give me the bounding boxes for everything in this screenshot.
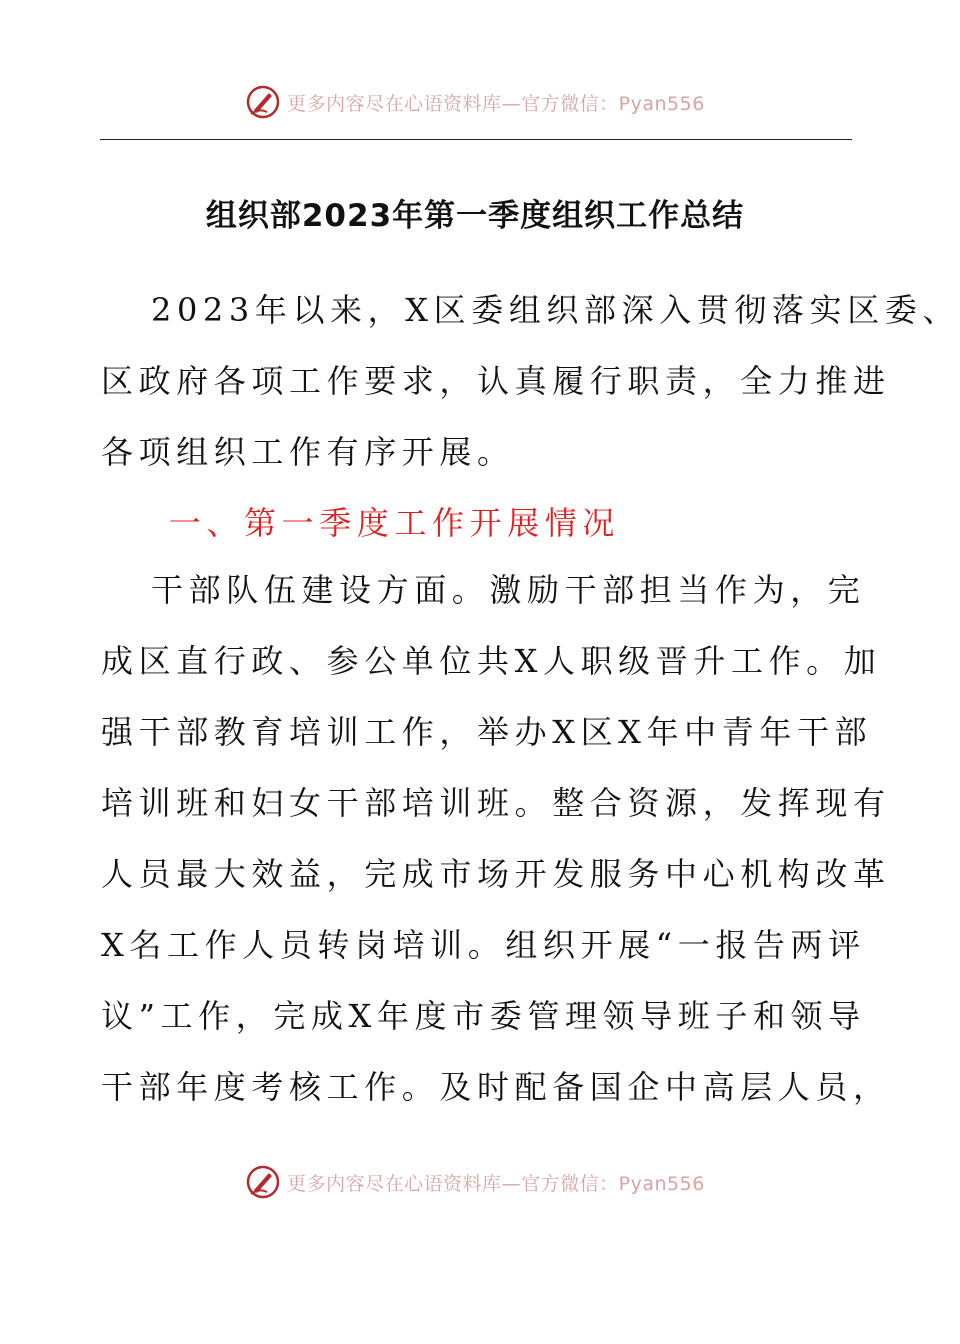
paragraph-line: 议”工作，完成X年度市委管理领导班子和领导	[101, 997, 866, 1035]
intro-paragraph	[101, 275, 960, 488]
watermark-text: 更多内容尽在心语资料库—官方微信：Pyan556	[287, 92, 705, 115]
cadre-paragraph	[101, 555, 891, 1123]
paragraph-line: 人员最大效益，完成市场开发服务中心机构改革	[101, 855, 891, 893]
document-title: 组织部2023年第一季度组织工作总结	[205, 198, 745, 234]
watermark-text: 更多内容尽在心语资料库—官方微信：Pyan556	[287, 1172, 705, 1195]
paragraph-line: 成区直行政、参公单位共X人职级晋升工作。加	[101, 642, 882, 680]
paragraph-line: 2023年以来，X区委组织部深入贯彻落实区委、	[151, 291, 960, 329]
paragraph-line: 培训班和妇女干部培训班。整合资源，发挥现有	[101, 784, 891, 822]
paragraph-line: 强干部教育培训工作，举办X区X年中青年干部	[101, 713, 873, 751]
paragraph-line: 各项组织工作有序开展。	[101, 433, 515, 471]
footer-watermark-banner	[0, 1162, 950, 1202]
paragraph-line: 干部年度考核工作。及时配备国企中高层人员，	[101, 1068, 891, 1106]
pen-circle-logo-icon	[245, 1164, 281, 1200]
header-divider	[100, 139, 852, 140]
paragraph-line: 干部队伍建设方面。激励干部担当作为，完	[151, 571, 866, 609]
paragraph-line: 区政府各项工作要求，认真履行职责，全力推进	[101, 362, 891, 400]
paragraph-line: X名工作人员转岗培训。组织开展“一报告两评	[101, 926, 866, 964]
section-heading: 一、第一季度工作开展情况	[168, 504, 621, 542]
pen-circle-logo-icon	[245, 84, 281, 120]
header-watermark-banner	[0, 82, 950, 122]
